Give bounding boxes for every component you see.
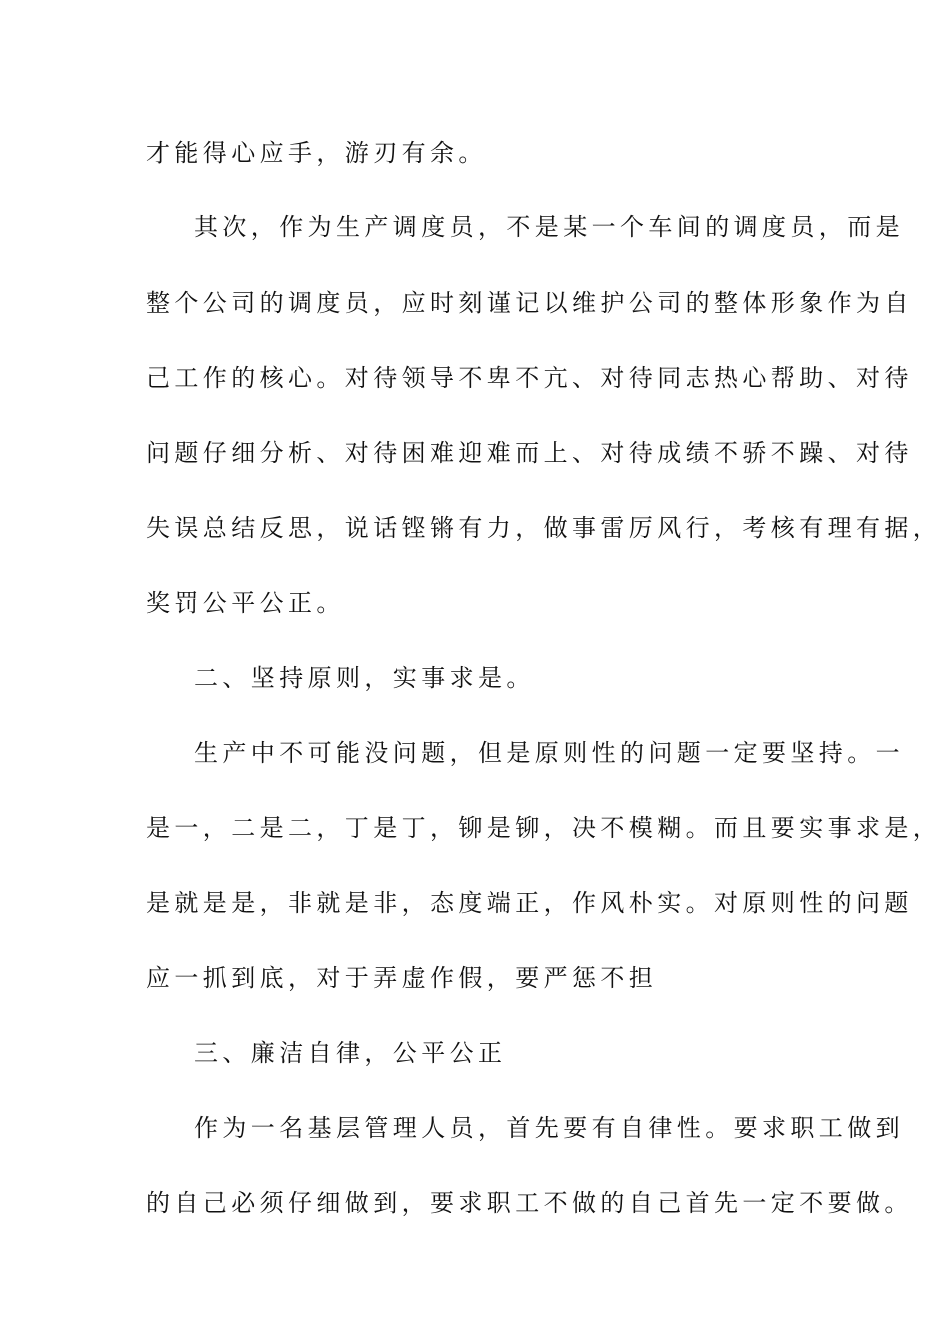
section-heading-3: 三、廉洁自律，公平公正 — [194, 1039, 507, 1067]
text-line-1: 才能得心应手，游刃有余。 — [146, 139, 487, 167]
paragraph-start-line: 作为一名基层管理人员，首先要有自律性。要求职工做到 — [194, 1114, 904, 1142]
text-line-4: 己工作的核心。对待领导不卑不亢、对待同志热心帮助、对待 — [146, 364, 913, 392]
text-line-3: 整个公司的调度员，应时刻谨记以维护公司的整体形象作为自 — [146, 289, 913, 317]
text-line-5: 问题仔细分析、对待困难迎难而上、对待成绩不骄不躁、对待 — [146, 439, 913, 467]
text-line-12: 应一抓到底，对于弄虚作假，要严惩不担 — [146, 964, 658, 992]
text-line-15: 的自己必须仔细做到，要求职工不做的自己首先一定不要做。 — [146, 1189, 913, 1217]
paragraph-start-line: 其次，作为生产调度员，不是某一个车间的调度员，而是 — [194, 213, 904, 241]
section-heading-2: 二、坚持原则，实事求是。 — [194, 664, 535, 692]
text-line-10: 是一，二是二，丁是丁，铆是铆，决不模糊。而且要实事求是， — [146, 814, 942, 842]
text-line-7: 奖罚公平公正。 — [146, 589, 345, 617]
text-line-6: 失误总结反思，说话铿锵有力，做事雷厉风行，考核有理有据， — [146, 514, 942, 542]
paragraph-start-line: 生产中不可能没问题，但是原则性的问题一定要坚持。一 — [194, 739, 904, 767]
text-line-11: 是就是是，非就是非，态度端正，作风朴实。对原则性的问题 — [146, 889, 913, 917]
